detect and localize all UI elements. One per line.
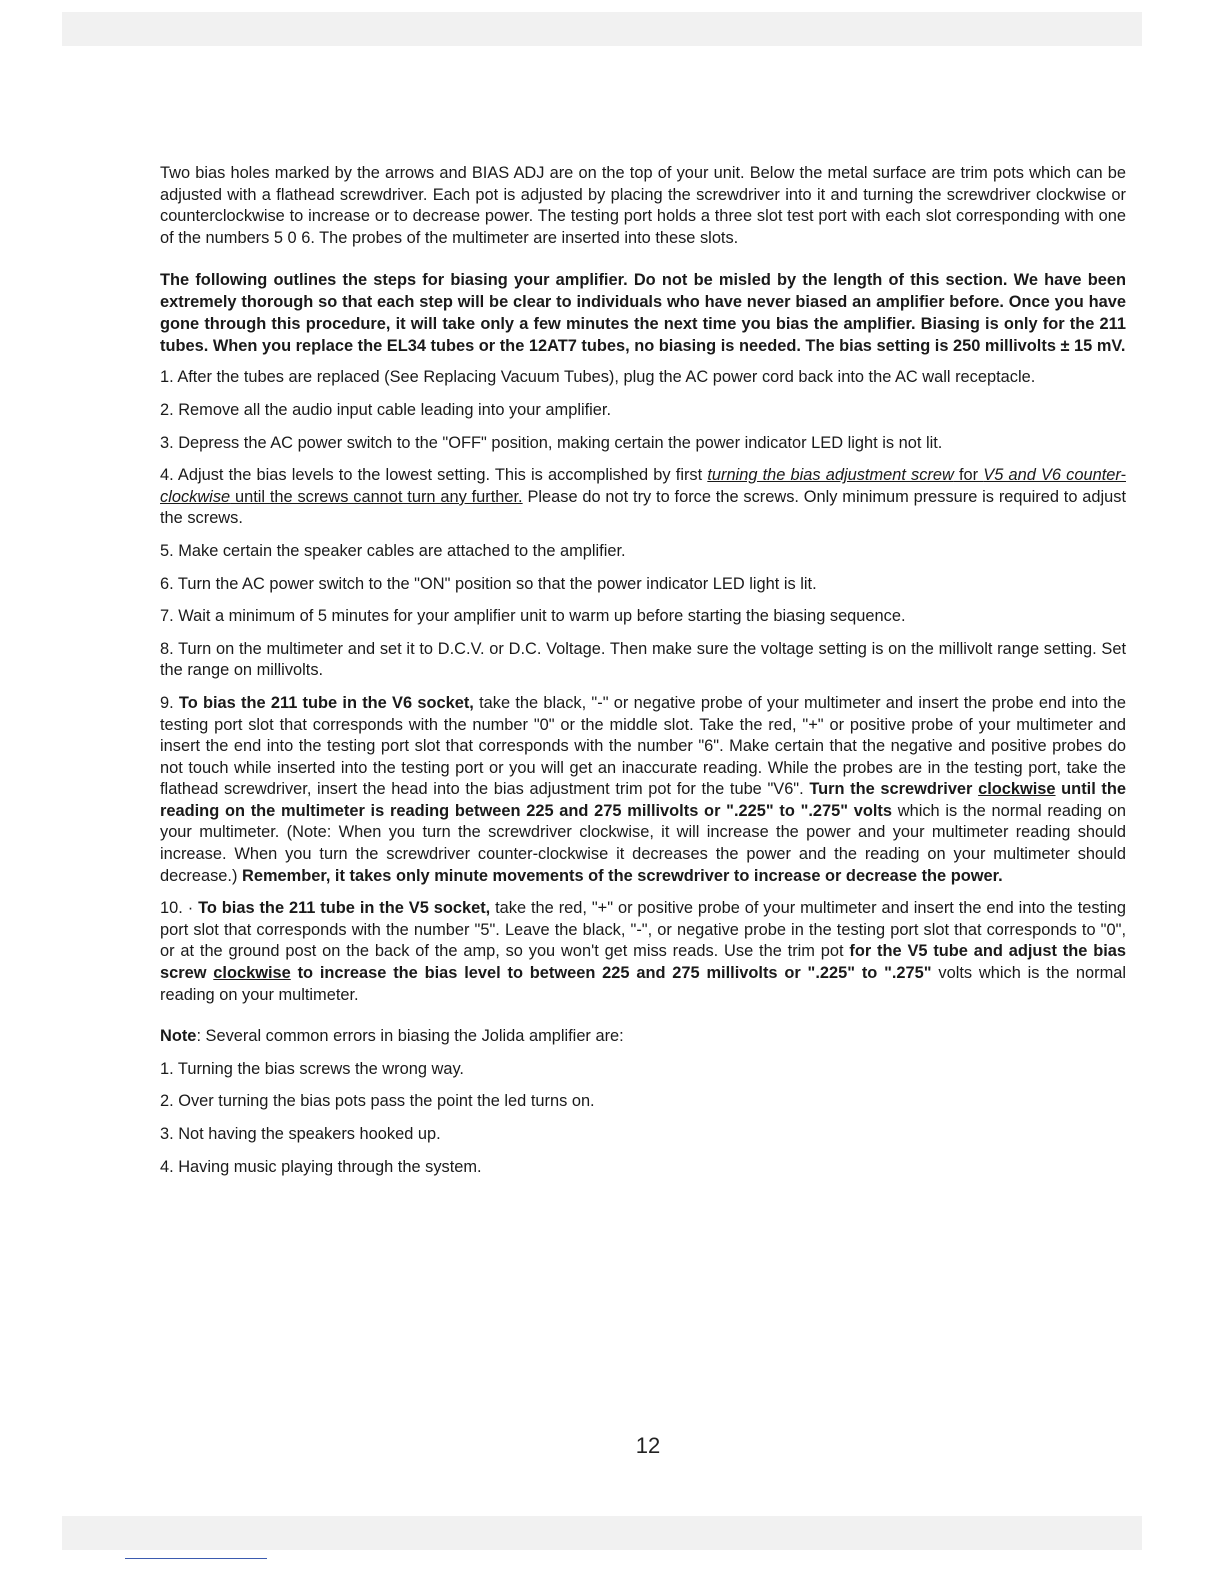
note-paragraph xyxy=(160,1026,1126,1048)
step-7: 7. Wait a minimum of 5 minutes for your amplifier unit to warm up before starting the biasing sequence. xyxy=(160,607,906,626)
step-9-heading: To bias the 211 tube in the V6 socket, xyxy=(178,693,474,712)
step-9-note: which is the normal reading on your multimeter. (Note: When you turn the screwdriver clockwise, it will increase the power and your multimeter reading should increase. When you turn the screwdriver counter-clockwise it decreases the power and the reading on your multimeter should decrease.) xyxy=(160,801,1126,885)
note-label: Note xyxy=(160,1027,197,1046)
step-10-number: 10. · xyxy=(160,899,199,918)
step-4-emphasis-direction: V5 and V6 counter-clockwise xyxy=(160,466,1126,506)
step-10 xyxy=(160,898,1126,1006)
step-9 xyxy=(160,693,1126,887)
scan-top-band xyxy=(62,12,1142,46)
step-5: 5. Make certain the speaker cables are attached to the amplifier. xyxy=(160,541,626,560)
scan-bottom-band xyxy=(62,1516,1142,1550)
step-10-heading: To bias the 211 tube in the V5 socket, xyxy=(198,899,491,918)
manual-page-content xyxy=(160,163,1126,1189)
step-6: 6. Turn the AC power switch to the "ON" position so that the power indicator LED light is lit. xyxy=(160,574,817,593)
step-4-text: 4. Adjust the bias levels to the lowest setting. This is accomplished by first xyxy=(160,466,708,485)
note-text: : Several common errors in biasing the Jolida amplifier are: xyxy=(196,1027,624,1046)
error-item: 3. Not having the speakers hooked up. xyxy=(160,1125,441,1143)
step-10-bold-instruction: for the V5 tube and adjust the bias screw xyxy=(160,942,1126,983)
step-9-text: take the black, "-" or negative probe of your multimeter and insert the probe end into the testing port slot that corresponds with the number "0" or the middle slot. Take the red, "+" or positive probe of your multimeter and insert the end into the testing port slot that corresponds with the number "6". Make certain that the negative and positive probes do not touch while inserted into the testing port or you will get an inaccurate reading. While the probes are in the testing port, take the flathead screwdriver, insert the head into the bias adjustment trim pot for the tube "V6". xyxy=(160,693,1126,799)
step-4-underlined-limit: until the screws cannot turn any further. xyxy=(230,487,523,506)
error-item: 2. Over turning the bias pots pass the point the led turns on. xyxy=(160,1092,595,1111)
step-2: 2. Remove all the audio input cable leading into your amplifier. xyxy=(160,400,612,419)
error-item: 1. Turning the bias screws the wrong way. xyxy=(160,1059,464,1078)
page-number: 12 xyxy=(635,1433,661,1458)
step-4-text-end: Please do not try to force the screws. Only minimum pressure is required to adjust the screws. xyxy=(160,487,1126,528)
bold-intro-paragraph: The following outlines the steps for biasing your amplifier. Do not be misled by the length of this section. We have been extremely thorough so that each step will be clear to individuals who have never biased an amplifier before. Once you have gone through this procedure, it will take only a few minutes the next time you bias the amplifier. Biasing is only for the 211 tubes. When you replace the EL34 tubes or the 12AT7 tubes, no biasing is needed. The bias setting is 250 millivolts ± 15 mV. xyxy=(160,271,1126,356)
error-item: 4. Having music playing through the system. xyxy=(160,1157,482,1176)
step-3: 3. Depress the AC power switch to the "OFF" position, making certain the power indicator LED light is not lit. xyxy=(160,433,943,452)
step-9-number: 9. xyxy=(160,693,179,712)
step-9-clockwise: clockwise xyxy=(978,780,1056,799)
step-4-underlined: for xyxy=(953,466,984,485)
step-4-emphasis: turning the bias adjustment screw xyxy=(707,466,954,485)
step-4 xyxy=(160,465,1126,530)
step-10-clockwise: clockwise xyxy=(213,964,291,983)
step-9-bold-range: until the reading on the multimeter is reading between 225 and 275 millivolts or ".225" to ".275" volts xyxy=(160,780,1126,820)
step-10-text: take the red, "+" or positive probe of your multimeter and insert the end into the testing port slot that corresponds with the number "5". Leave the black, "-", or negative probe in the testing port slot that corresponds to "0", or at the ground post on the back of the amp, so you won't get miss reads. Use the trim pot xyxy=(160,899,1126,961)
step-9-bold-instruction: Turn the screwdriver xyxy=(809,780,979,799)
step-9-reminder: Remember, it takes only minute movements of the screwdriver to increase or decrease the power. xyxy=(242,866,1003,885)
step-8: 8. Turn on the multimeter and set it to D.C.V. or D.C. Voltage. Then make sure the voltage setting is on the millivolt range setting. Set the range on millivolts. xyxy=(160,639,1126,680)
intro-paragraph: Two bias holes marked by the arrows and BIAS ADJ are on the top of your unit. Below the metal surface are trim pots which can be adjusted with a flathead screwdriver. Each pot is adjusted by placing the screwdriver into it and turning the screwdriver clockwise or counterclockwise to increase or to decrease power. The testing port holds a three slot test port with each slot corresponding with one of the numbers 5 0 6. The probes of the multimeter are inserted into these slots. xyxy=(160,164,1126,247)
step-10-text-end: volts which is the normal reading on your multimeter. xyxy=(160,964,1126,1004)
step-10-bold-range: to increase the bias level to between 225 and 275 millivolts or ".225" to ".275" xyxy=(290,964,932,983)
scan-edge-line xyxy=(125,1558,267,1559)
step-1: 1. After the tubes are replaced (See Replacing Vacuum Tubes), plug the AC power cord back into the AC wall receptacle. xyxy=(160,368,1036,387)
